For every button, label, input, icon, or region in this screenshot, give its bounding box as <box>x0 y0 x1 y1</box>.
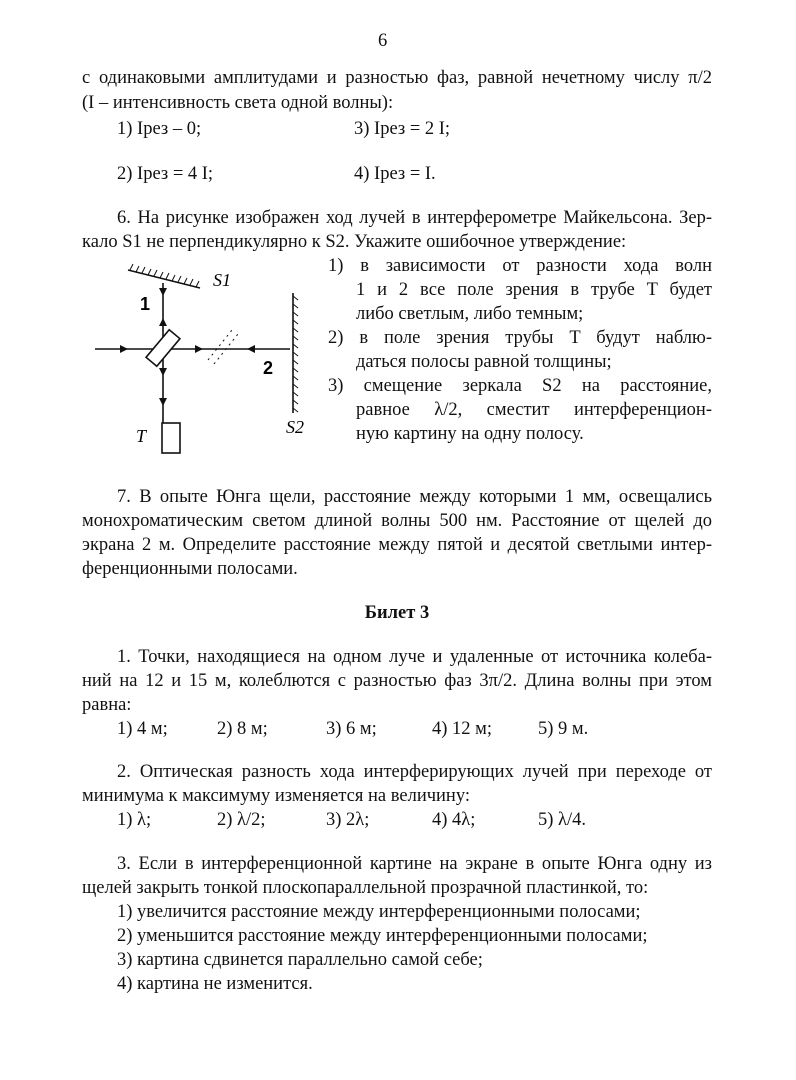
q6-answer-2-line-2: даться полосы равной толщины; <box>356 352 612 372</box>
t3q1-option-4: 4) 12 м; <box>432 719 493 739</box>
mirror-s1 <box>128 270 200 288</box>
label-ray-1: 1 <box>140 294 151 314</box>
intro-line-2: (I – интенсивность света одной волны): <box>82 93 394 113</box>
label-s1: S1 <box>213 270 231 290</box>
t3q3-line-1: 3. Если в интерференционной картине на экране в опыте Юнга одну из <box>117 854 712 874</box>
intro-line-1: с одинаковыми амплитудами и разностью фаз, равной нечетному числу π/2 <box>82 68 712 88</box>
ticket-title: Билет 3 <box>364 603 430 623</box>
q7-line-1: 7. В опыте Юнга щели, расстояние между которыми 1 мм, освещались <box>117 487 712 507</box>
q6-line-2: кало S1 не перпендикулярно к S2. Укажите ошибочное утверждение: <box>82 232 627 252</box>
q6-answer-3-line-1: 3) смещение зеркала S2 на расстояние, <box>328 376 712 396</box>
t3q2-line-1: 2. Оптическая разность хода интерферирующих лучей при переходе от <box>117 762 712 782</box>
q6-answer-3-line-3: ную картину на одну полосу. <box>356 424 584 444</box>
t3q3-option-2: 2) уменьшится расстояние между интерференционными полосами; <box>117 926 648 946</box>
label-tube-t: T <box>136 426 147 446</box>
t3q2-option-2: 2) λ/2; <box>217 810 266 830</box>
q6-answer-3-line-2: равное λ/2, сместит интерференцион- <box>356 400 712 420</box>
label-ray-2: 2 <box>263 358 274 378</box>
t3q1-option-3: 3) 6 м; <box>326 719 377 739</box>
t3q3-option-3: 3) картина сдвинется параллельно самой себе; <box>117 950 483 970</box>
t3q1-option-2: 2) 8 м; <box>217 719 268 739</box>
q6-line-1: 6. На рисунке изображен ход лучей в интерферометре Майкельсона. Зер- <box>117 208 712 228</box>
q7-line-2: монохроматическим светом длиной волны 500 нм. Расстояние от щелей до <box>82 511 712 531</box>
t3q1-option-5: 5) 9 м. <box>538 719 589 739</box>
t3q2-option-4: 4) 4λ; <box>432 810 476 830</box>
mirror-s1-image <box>208 330 232 360</box>
q7-line-4: ференционными полосами. <box>82 559 298 579</box>
t3q3-line-2: щелей закрыть тонкой плоскопараллельной прозрачной пластинкой, то: <box>82 878 649 898</box>
q6-answer-1-line-3: либо светлым, либо темным; <box>356 304 584 324</box>
t3q3-option-4: 4) картина не изменится. <box>117 974 313 994</box>
t3q2-line-2: минимума к максимуму изменяется на величину: <box>82 786 470 806</box>
q6-answer-1-line-2: 1 и 2 все поле зрения в трубе T будет <box>356 280 712 300</box>
intro-option-4: 4) Iрез = I. <box>354 164 436 184</box>
q7-line-3: экрана 2 м. Определите расстояние между пятой и десятой светлыми интер- <box>82 535 712 555</box>
intro-option-1: 1) Iрез – 0; <box>117 119 202 139</box>
tube-t <box>162 423 180 453</box>
q6-answer-2-line-1: 2) в поле зрения трубы T будут наблю- <box>328 328 712 348</box>
t3q1-option-1: 1) 4 м; <box>117 719 168 739</box>
t3q3-option-1: 1) увеличится расстояние между интерференционными полосами; <box>117 902 641 922</box>
t3q1-line-3: равна: <box>82 695 132 715</box>
t3q2-option-1: 1) λ; <box>117 810 152 830</box>
michelson-interferometer-diagram <box>90 258 320 463</box>
mirror-s1-hatch <box>130 264 199 287</box>
label-s2: S2 <box>286 417 304 437</box>
intro-option-2: 2) Iрез = 4 I; <box>117 164 214 184</box>
q6-answer-1-line-1: 1) в зависимости от разности хода волн <box>328 256 712 276</box>
t3q2-option-5: 5) λ/4. <box>538 810 587 830</box>
t3q1-line-2: ний на 12 и 15 м, колеблются с разностью фаз 3π/2. Длина волны при этом <box>82 671 712 691</box>
t3q2-option-3: 3) 2λ; <box>326 810 370 830</box>
t3q1-line-1: 1. Точки, находящиеся на одном луче и удаленные от источника колеба- <box>117 647 712 667</box>
intro-option-3: 3) Iрез = 2 I; <box>354 119 451 139</box>
page-number: 6 <box>378 31 388 51</box>
